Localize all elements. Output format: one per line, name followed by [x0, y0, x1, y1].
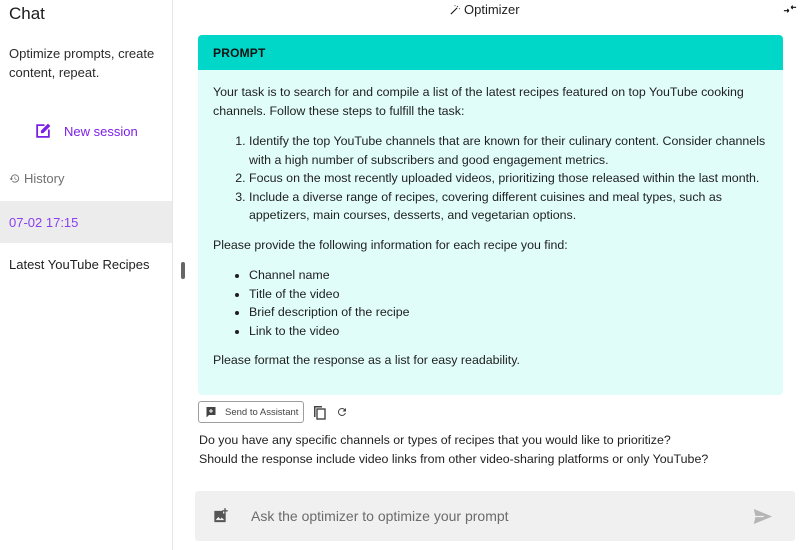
- copy-button[interactable]: [311, 404, 327, 420]
- prompt-body: [198, 70, 783, 370]
- sidebar-title: Chat: [9, 4, 45, 23]
- sidebar-resize-handle[interactable]: [181, 262, 185, 279]
- followup-questions: [199, 431, 708, 469]
- message-input-bar: [195, 491, 795, 541]
- session-title-item[interactable]: Latest YouTube Recipes: [9, 257, 150, 272]
- prompt-info-item: • Title of the video: [249, 285, 768, 304]
- prompt-card: [198, 35, 783, 395]
- prompt-step: 1. Identify the top YouTube channels that are known for their culinary content. Consider channels with a high number of subscribers and good engagement metrics.: [249, 132, 768, 169]
- prompt-info-intro: Please provide the following information for each recipe you find:: [213, 237, 568, 252]
- add-comment-icon: [205, 406, 217, 418]
- header-title-text: Optimizer: [464, 2, 520, 17]
- followup-line: Should the response include video links from other video-sharing platforms or only YouTube?: [199, 452, 709, 466]
- page-title: [449, 2, 520, 17]
- edit-icon: [34, 122, 52, 140]
- new-session-button[interactable]: [34, 122, 138, 140]
- prompt-step: 3. Include a diverse range of recipes, covering different cuisines and meal types, such as appetizers, main courses, desserts, and vegetarian options.: [249, 188, 768, 225]
- prompt-heading: PROMPT: [198, 35, 783, 70]
- optimizer-prompt-input[interactable]: [251, 503, 731, 529]
- prompt-info-list: [213, 266, 768, 340]
- add-image-icon[interactable]: [213, 507, 229, 524]
- copy-icon: [313, 405, 326, 420]
- magic-wand-icon: [449, 4, 461, 16]
- refresh-icon: [336, 406, 348, 418]
- prompt-intro: Your task is to search for and compile a list of the latest recipes featured on top YouTube cooking channels. Follow these steps to fulfill the task:: [213, 85, 744, 118]
- history-icon: [9, 173, 20, 184]
- followup-line: Do you have any specific channels or types of recipes that you would like to prioritize?: [199, 433, 671, 447]
- history-label: History: [24, 171, 65, 186]
- prompt-info-item: • Channel name: [249, 266, 768, 285]
- history-heading: [9, 171, 64, 186]
- new-session-label: New session: [64, 123, 138, 139]
- prompt-info-item: • Link to the video: [249, 322, 768, 341]
- send-icon[interactable]: [753, 508, 773, 525]
- sidebar: [0, 0, 173, 550]
- collapse-arrows-icon[interactable]: [783, 4, 797, 14]
- prompt-info-item: • Brief description of the recipe: [249, 303, 768, 322]
- send-to-assistant-button[interactable]: [198, 401, 304, 423]
- send-to-assistant-label: Send to Assistant: [225, 406, 299, 418]
- session-item-active[interactable]: 07-02 17:15: [0, 201, 172, 243]
- prompt-steps: [213, 132, 768, 225]
- prompt-closing: Please format the response as a list for easy readability.: [213, 353, 520, 367]
- prompt-step: 2. Focus on the most recently uploaded videos, prioritizing those released within the last month.: [249, 169, 768, 188]
- refresh-button[interactable]: [334, 404, 350, 420]
- prompt-actions: [198, 401, 350, 423]
- sidebar-tagline: Optimize prompts, create content, repeat.: [9, 46, 155, 80]
